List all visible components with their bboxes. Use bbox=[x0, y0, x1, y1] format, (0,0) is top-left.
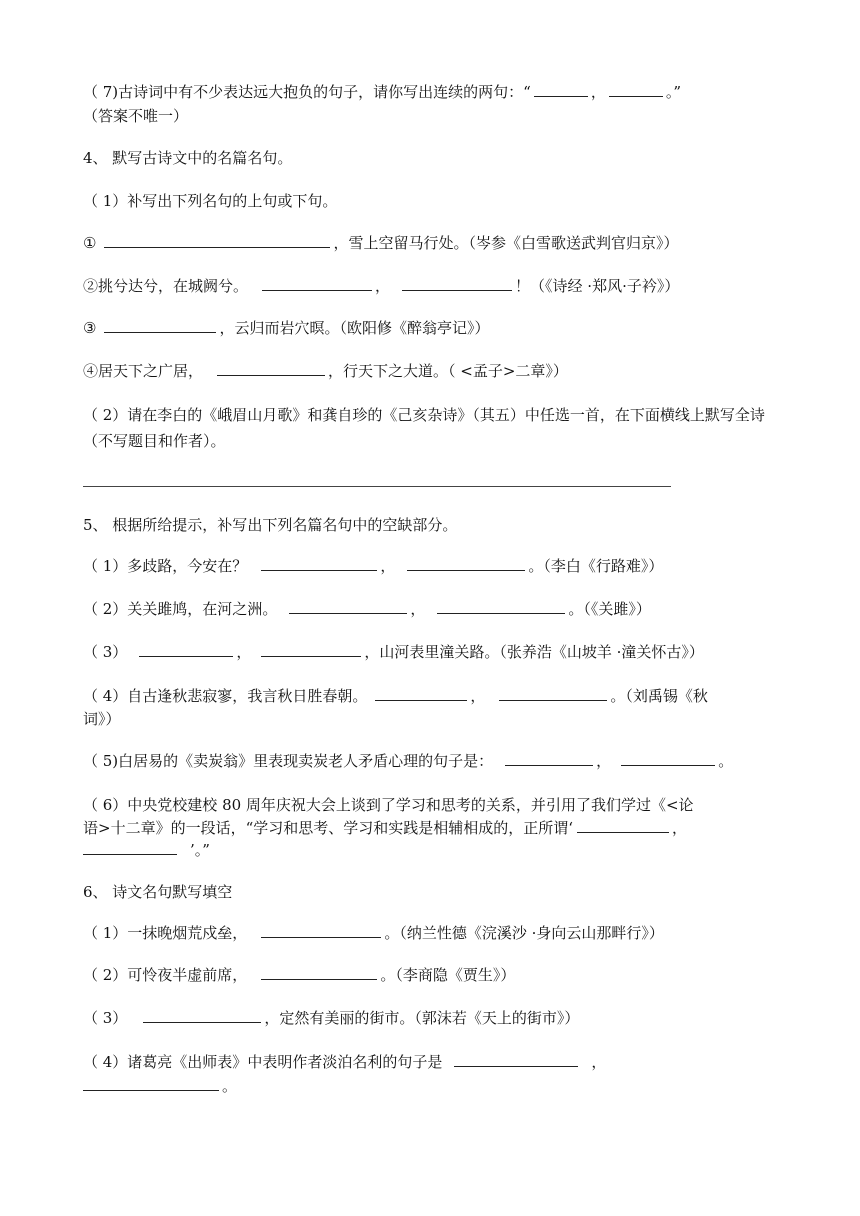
q7-note: （答案不唯一） bbox=[83, 107, 189, 125]
section-6-title: 6、 诗文名句默写填空 bbox=[83, 883, 233, 901]
s4-answer-line[interactable] bbox=[83, 486, 671, 487]
s4-item-2-suffix: ！（《诗经 ·郑风·子衿》） bbox=[515, 277, 680, 295]
s5-item-2-comma: ， bbox=[410, 600, 426, 618]
s5-item-2-suffix: 。（《关雎》） bbox=[568, 600, 651, 618]
q7-close: 。” bbox=[665, 83, 682, 101]
s6-item-2 bbox=[83, 963, 783, 987]
s4-item-2-prefix: ②挑兮达兮，在城阙兮。 bbox=[83, 277, 249, 295]
s6-item-1 bbox=[83, 921, 783, 945]
s5-item-6-prefix: 语>十二章》的一段话，“学习和思考、学习和实践是相辅相成的，正所谓‘ bbox=[83, 819, 574, 837]
s5-item-1-blank-1[interactable] bbox=[261, 555, 377, 571]
s6-item-2-blank[interactable] bbox=[261, 964, 377, 980]
s4-item-3 bbox=[83, 316, 783, 340]
s5-item-1 bbox=[83, 554, 783, 578]
s5-item-3-blank-2[interactable] bbox=[261, 641, 361, 657]
s5-item-6-blank-2[interactable] bbox=[83, 839, 177, 855]
s5-item-3-blank-1[interactable] bbox=[139, 641, 233, 657]
s4-item-4-prefix: ④居天下之广居， bbox=[83, 362, 204, 380]
s6-item-1-suffix: 。（纳兰性德《浣溪沙 ·身向云山那畔行》） bbox=[384, 924, 664, 942]
section-4-title: 4、 默写古诗文中的名篇名句。 bbox=[83, 149, 293, 167]
q7-comma: ， bbox=[590, 83, 606, 101]
s4-item-2 bbox=[83, 274, 783, 298]
s4-item-2-blank-1[interactable] bbox=[262, 275, 372, 291]
s5-item-5-comma: ， bbox=[596, 752, 612, 770]
s5-item-2-blank-1[interactable] bbox=[289, 598, 407, 614]
s5-item-4-suffix: 。（刘禹锡《秋 bbox=[610, 687, 708, 705]
s6-item-4-blank-2[interactable] bbox=[83, 1075, 219, 1091]
s4-q1-instruction: （ 1）补写出下列名句的上句或下句。 bbox=[83, 192, 338, 210]
s6-item-4-prefix: （ 4）诸葛亮《出师表》中表明作者淡泊名利的句子是 bbox=[83, 1053, 443, 1071]
s6-item-2-suffix: 。（李商隐《贾生》） bbox=[380, 966, 516, 984]
s5-item-2 bbox=[83, 597, 783, 621]
s5-item-4-blank-2[interactable] bbox=[499, 685, 607, 701]
s4-item-4-blank[interactable] bbox=[217, 360, 325, 376]
s4-q2-instruction: （ 2）请在李白的《峨眉山月歌》和龚自珍的《己亥杂诗》（其五）中任选一首，在下面横线上默写全诗（不写题目和作者）。 bbox=[83, 406, 765, 450]
s5-item-5-blank-2[interactable] bbox=[621, 750, 715, 766]
s6-item-4-blank-1[interactable] bbox=[454, 1051, 578, 1067]
s5-item-6-blank-1[interactable] bbox=[577, 817, 669, 833]
s5-item-4-blank-1[interactable] bbox=[375, 685, 467, 701]
s4-item-2-blank-2[interactable] bbox=[402, 275, 512, 291]
s5-item-6-line-2 bbox=[83, 816, 783, 840]
s6-item-3 bbox=[83, 1006, 783, 1030]
s4-item-1-blank[interactable] bbox=[104, 232, 330, 248]
s5-item-1-prefix: （ 1）多歧路，今安在？ bbox=[83, 557, 248, 575]
s6-item-3-prefix: （ 3） bbox=[83, 1009, 128, 1027]
s5-item-4-prefix: （ 4）自古逢秋悲寂寥，我言秋日胜春朝。 bbox=[83, 687, 368, 705]
q7-blank-1[interactable] bbox=[534, 81, 588, 97]
section-5-title: 5、 根据所给提示，补写出下列名篇名句中的空缺部分。 bbox=[83, 516, 458, 534]
s6-item-3-suffix: ，定然有美丽的街市。（郭沫若《天上的街市》） bbox=[264, 1009, 580, 1027]
s5-item-4-continued: 词》） bbox=[83, 710, 121, 728]
s5-item-3 bbox=[83, 640, 783, 664]
q7-line bbox=[83, 80, 783, 104]
s6-item-2-prefix: （ 2）可怜夜半虚前席， bbox=[83, 966, 248, 984]
s6-item-4-comma: ， bbox=[591, 1053, 607, 1071]
s4-item-3-blank[interactable] bbox=[104, 317, 216, 333]
s4-item-1-suffix: ，雪上空留马行处。（岑参《白雪歌送武判官归京》） bbox=[333, 234, 679, 252]
s5-item-1-blank-2[interactable] bbox=[407, 555, 525, 571]
s5-item-6-line-3 bbox=[83, 838, 783, 862]
s5-item-6-suffix: ’。” bbox=[190, 841, 210, 859]
s5-item-1-suffix: 。（李白《行路难》） bbox=[528, 557, 664, 575]
s5-item-3-prefix: （ 3） bbox=[83, 643, 128, 661]
s6-item-1-prefix: （ 1）一抹晚烟荒戍垒， bbox=[83, 924, 248, 942]
s6-item-4-line-2 bbox=[83, 1074, 783, 1098]
s5-item-2-prefix: （ 2）关关雎鸠，在河之洲。 bbox=[83, 600, 278, 618]
s6-item-3-blank[interactable] bbox=[143, 1007, 261, 1023]
s5-item-3-suffix: ，山河表里潼关路。（张养浩《山坡羊 ·潼关怀古》） bbox=[364, 643, 704, 661]
s5-item-5-suffix: 。 bbox=[718, 752, 734, 770]
s4-item-1-prefix: ① bbox=[83, 234, 97, 252]
s5-item-3-comma: ， bbox=[236, 643, 252, 661]
q7-blank-2[interactable] bbox=[609, 81, 663, 97]
s5-item-6-line-1: （ 6）中央党校建校 80 周年庆祝大会上谈到了学习和思考的关系，并引用了我们学过《<论 bbox=[83, 796, 694, 814]
s4-item-4-suffix: ，行天下之大道。（ <孟子>二章》） bbox=[328, 362, 568, 380]
s5-item-4 bbox=[83, 684, 783, 708]
s6-item-4-suffix: 。 bbox=[222, 1077, 238, 1095]
s4-item-1 bbox=[83, 231, 783, 255]
s4-item-3-suffix: ，云归而岩穴暝。（欧阳修《醉翁亭记》） bbox=[219, 319, 490, 337]
q7-text: （ 7)古诗词中有不少表达远大抱负的句子，请你写出连续的两句：“ bbox=[83, 83, 531, 101]
s4-item-4 bbox=[83, 359, 783, 383]
s6-item-1-blank[interactable] bbox=[261, 922, 381, 938]
s5-item-2-blank-2[interactable] bbox=[437, 598, 565, 614]
s4-item-2-comma: ， bbox=[375, 277, 391, 295]
s5-item-4-comma: ， bbox=[470, 687, 486, 705]
s5-item-5 bbox=[83, 749, 783, 773]
s5-item-6-comma: ， bbox=[672, 819, 688, 837]
s4-item-3-prefix: ③ bbox=[83, 319, 97, 337]
s5-item-5-prefix: （ 5)白居易的《卖炭翁》里表现卖炭老人矛盾心理的句子是： bbox=[83, 752, 494, 770]
s6-item-4 bbox=[83, 1050, 783, 1074]
s5-item-1-comma: ， bbox=[380, 557, 396, 575]
s5-item-5-blank-1[interactable] bbox=[505, 750, 593, 766]
